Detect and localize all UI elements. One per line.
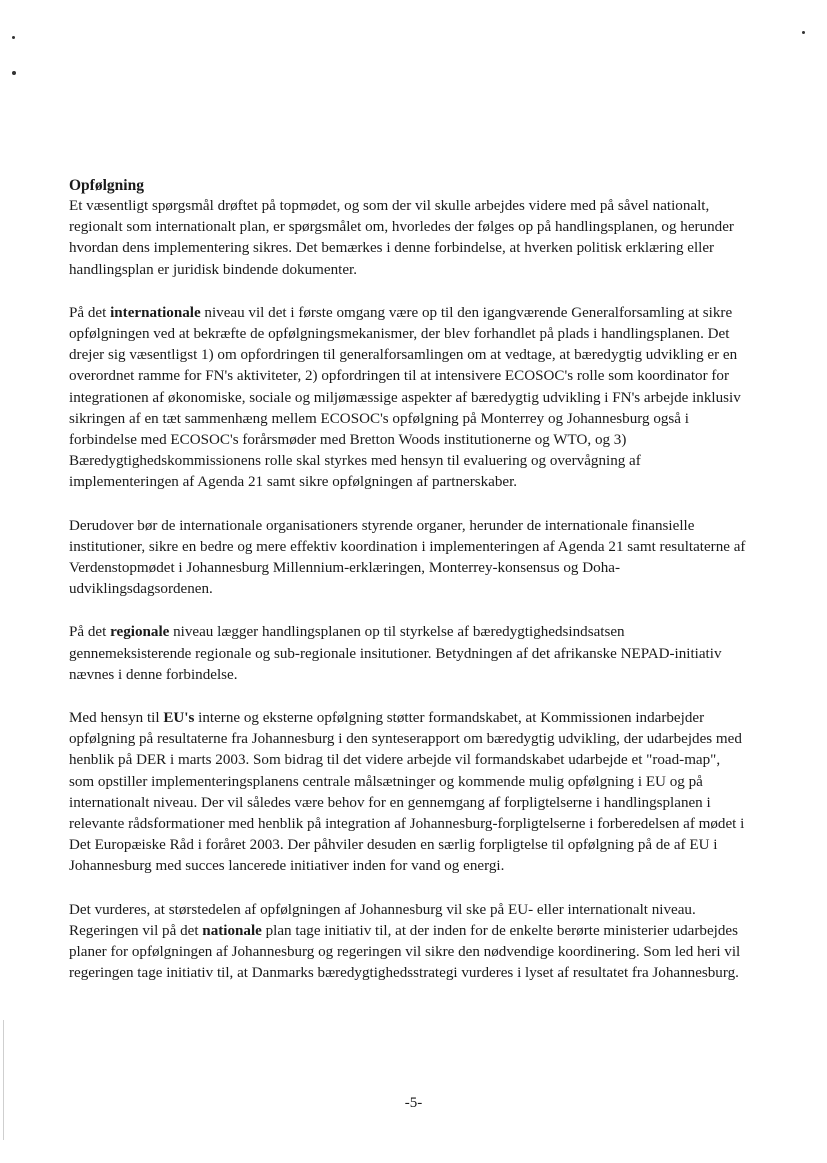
paragraph-regional-keyword: regionale [110, 624, 170, 641]
paragraph-eu-pre: Med hensyn til [69, 710, 164, 727]
paragraph-national-post: plan tage initiativ til, at der inden for de enkelte berørte ministerier udarbejdes planer for opfølgningen af Johannesburg og regeringen vil sikre den nødvendige koordinering. Som led heri vil regeringen tage initiativ til, at Danmarks bæredygtighedsstrategi vurderes i lyset af resultatet fra Johannesburg. [69, 922, 741, 982]
scan-speck [802, 31, 805, 34]
paragraph-intro: Et væsentligt spørgsmål drøftet på topmødet, og som der vil skulle arbejdes videre med på såvel nationalt, regionalt som internationalt plan, er spørgsmålet om, hvorledes der følges op på handlingsplanen, og herunder hvordan dens implementering sikres. Det bemærkes i denne forbindelse, at hverken politisk erklæring eller handlingsplan er juridisk bindende dokumenter. [69, 198, 734, 278]
scan-speck [12, 71, 16, 75]
paragraph-national-keyword: nationale [202, 922, 262, 939]
section-heading: Opfølgning [69, 177, 144, 194]
page-number: -5- [404, 1095, 423, 1111]
document-body [69, 176, 749, 1007]
scan-margin-line [3, 1020, 4, 1140]
paragraph-regional [69, 622, 749, 686]
paragraph-international [69, 303, 749, 494]
paragraph-regional-post: niveau lægger handlingsplanen op til styrkelse af bæredygtighedsindsatsen gennemeksisterende regionale og sub-regionale insitutioner. Betydningen af det afrikanske NEPAD-initiativ nævnes i denne forbindelse. [69, 624, 722, 683]
paragraph-national [69, 900, 749, 985]
paragraph-international-pre: På det [69, 304, 111, 321]
paragraph-organisations: Derudover bør de internationale organisationers styrende organer, herunder de internationale finansielle institutioner, sikre en bedre og mere effektiv koordination i implementeringen af Agenda 21 samt resultaterne af Verdenstopmødet i Johannesburg Millennium-erklæringen, Monterrey-konsensus og Doha-udviklingsdagsordenen. [69, 517, 746, 598]
scan-speck [12, 36, 15, 39]
paragraph-eu [69, 708, 749, 878]
paragraph-eu-post: interne og eksterne opfølgning støtter formandskabet, at Kommissionen indarbejder opfølgning på resultaterne fra Johannesburg i den synteserapport om bæredygtig udvikling, der udarbejdes med henblik på DER i marts 2003. Som bidrag til det videre arbejde vil formandskabet udarbejde et "road-map", som opstiller implementeringsplanens centrale målsætninger og kommende mulig opfølgning i EU og på internationalt niveau. Der vil således være behov for en gennemgang af forpligtelserne i handlingsplanen i relevante rådsformationer med henblik på integration af Johannesburg-forpligtelserne i forberedelsen af mødet i Det Europæiske Råd i foråret 2003. Der påhviler desuden en særlig forpligtelse til opfølgning på de af EU i Johannesburg med succes lancerede initiativer inden for vand og energi. [69, 710, 745, 875]
paragraph-national-pre: Det vurderes, at størstedelen af opfølgningen af Johannesburg vil ske på EU- eller internationalt niveau. Regeringen vil på det [69, 901, 696, 939]
paragraph-international-keyword: internationale [110, 304, 201, 321]
paragraph-regional-pre: På det [69, 624, 111, 641]
paragraph-eu-keyword: EU's [163, 710, 195, 727]
paragraph-international-post: niveau vil det i første omgang være op til den igangværende Generalforsamling at sikre opfølgningen ved at bekræfte de opfølgningsmekanismer, der blev forhandlet på plads i handlingsplanen. Det drejer sig væsentligst 1) om opfordringen til generalforsamlingen om at vedtage, at bæredygtig udvikling er en overordnet ramme for FN's aktiviteter, 2) opfordringen til at intensivere ECOSOC's rolle som koordinator for integrationen af økonomiske, sociale og miljømæssige aspekter af bæredygtig udvikling i FN's arbejde inklusiv sikringen af en tæt sammenhæng mellem ECOSOC's opfølgning på Monterrey og Johannesburg også i forbindelse med ECOSOC's forårsmøder med Bretton Woods institutionerne og WTO, og 3) Bæredygtighedskommissionens rolle skal styrkes med hensyn til evaluering og overvågning af implementeringen af Agenda 21 samt sikre opfølgningen af partnerskaber. [69, 304, 741, 491]
